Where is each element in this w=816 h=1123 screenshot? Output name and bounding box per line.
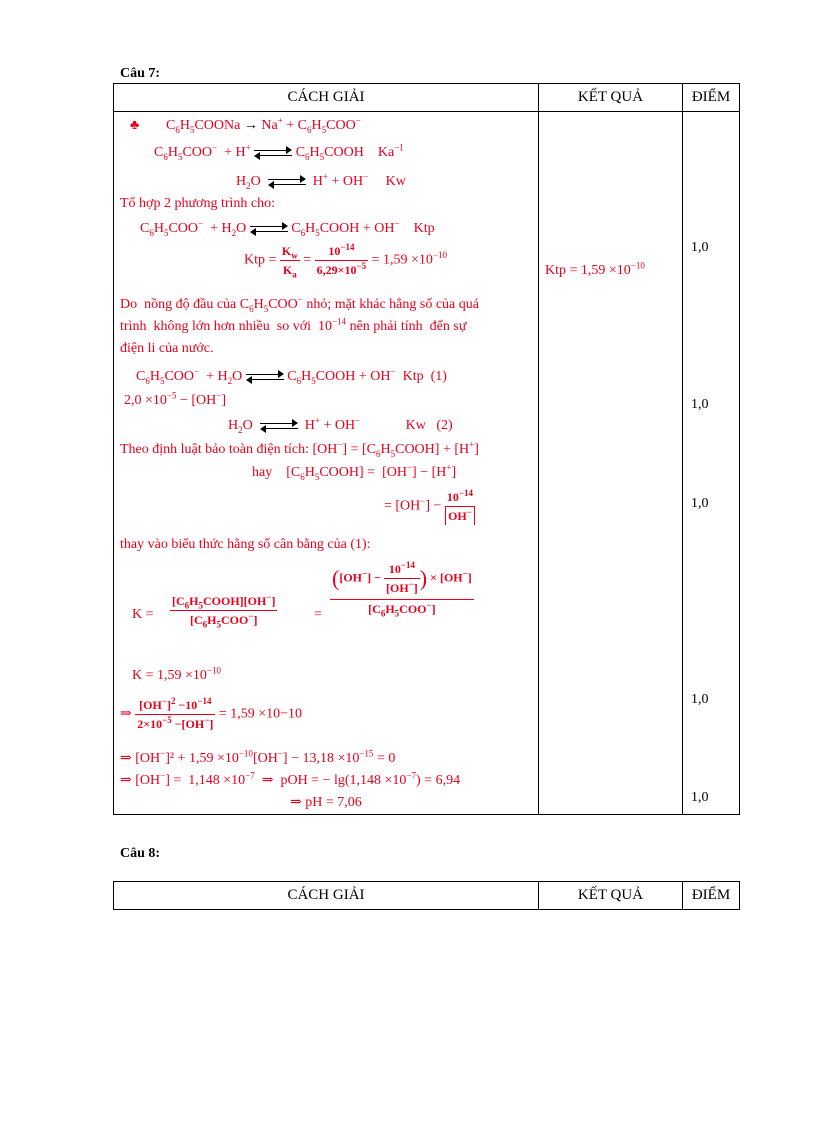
method-cell: ♣ $C_6H_5COONa \to Na^+ + C_6H_5COO^-$ $C_6H_5COO^- + H^+$ $C_6H_5COOH$ $Ka^{-1}$ $H_2O$ H+ + OH− Kw Tổ hợp 2 phương trình cho: $C_6H_5COO^- + H_2O$ $C_6H_5COOH + OH^-$ Ktp Ktp = $\frac{K_w}{K_a}$ = $\frac{10^{-14}}{6,29\times 10^{-5}}$ = $1,59 \times 10^{-10}$ Do nồng độ đầu của $C_6H_5COO^-$ nhỏ; mặt khác hằng số của quá trình không lớn hơn nhiều so với $10^{-14}$ nên phải tính đến sự điện li của nước. $C_6H_5COO^- + H_2O$ $C_6H_5COOH + OH^-$ Ktp (1) $2,0 \times 10^{-5} - [OH^-]$ $H_2O$ H+ + OH− Kw (2) Theo định luật bảo toàn điện tích: $[OH^-] = [C_6H_5COOH] + [H^+]$ hay $[C_6H_5COOH] = [OH^-] - [H^+]$ = [OH−] − $\frac{10^{-14}}{OH^-}$ thay vào biểu thức hằng số cân bằng của (1): K = $[C_6H_5COOH][OH^-]$ $[C_6H_5COO^-]$ = ([OH−] − $\frac{10^{-14}}{[OH^-]}$ ) × [OH−] $[C_6H_5COO^-]$ $K = 1,59 \times 10^{-10}$ ⇒ $\frac{[OH^-]^2 -10^{-14}}{2\times 10^{-5} -[OH^-]}$ = 1,59 ×10−10 ⇒ $[OH^-]^2 + 1,59 \times 10^{-10}[OH^-] - 13,18 \times 10^{-15} = 0$ ⇒ $[OH^-] = 1,148 \times 10^{-7}$ ⇒ pOH = − $\lg(1,148 \times 10^{-7}) = 6,94$ ⇒ pH = 7,06 <box>114 112 539 815</box>
equilibrium-arrow-icon <box>254 147 292 159</box>
eq-water: $H_2O$ H+ + OH− Kw <box>236 171 406 191</box>
equilibrium-arrow-icon <box>268 176 306 188</box>
eq-ktp: Ktp = $\frac{K_w}{K_a}$ = $\frac{10^{-14}}{6,29\times 10^{-5}}$ = $1,59 \times 10^{-10}$ <box>244 242 448 280</box>
score-cell <box>683 112 740 815</box>
text-explain-3: điện li của nước. <box>120 341 214 356</box>
eq-2: $H_2O$ H+ + OH− Kw (2) <box>228 415 453 435</box>
header-score: ĐIỂM <box>683 84 740 112</box>
score-1: 1,0 <box>691 240 709 255</box>
question-8-table <box>113 881 740 910</box>
eq-combined: $C_6H_5COO^- + H_2O$ $C_6H_5COOH + OH^-$ Ktp <box>140 218 435 238</box>
eq-initial-conc: $2,0 \times 10^{-5} - [OH^-]$ <box>124 390 227 408</box>
text-hay: hay $[C_6H_5COOH] = [OH^-] - [H^+]$ <box>252 462 457 482</box>
eq-implies-1: ⇒ $\frac{[OH^-]^2 -10^{-14}}{2\times 10^{-5} -[OH^-]}$ = 1,59 ×10−10 <box>120 696 303 731</box>
header-result: KẾT QUẢ <box>539 882 683 910</box>
equilibrium-arrow-icon <box>260 420 298 432</box>
equilibrium-arrow-icon <box>246 371 284 383</box>
question-7-label: Câu 7: <box>120 66 161 81</box>
eq-protonation: $C_6H_5COO^- + H^+$ $C_6H_5COOH$ $Ka^{-1}$ <box>154 142 404 162</box>
header-score: ĐIỂM <box>683 882 740 910</box>
equilibrium-arrow-icon <box>250 223 288 235</box>
club-bullet-icon: ♣ <box>130 118 140 133</box>
eq-poh: ⇒ $[OH^-] = 1,148 \times 10^{-7}$ ⇒ pOH = − $\lg(1,148 \times 10^{-7}) = 6,94$ <box>120 770 461 788</box>
text-substitute: thay vào biểu thức hằng số cân bằng của (1): <box>120 537 371 552</box>
text-combine: Tổ hợp 2 phương trình cho: <box>120 196 275 211</box>
header-result: KẾT QUẢ <box>539 84 683 112</box>
score-5: 1,0 <box>691 790 709 805</box>
eq-1: $C_6H_5COO^- + H_2O$ $C_6H_5COOH + OH^-$ Ktp (1) <box>136 366 447 386</box>
score-3: 1,0 <box>691 496 709 511</box>
text-charge-balance: Theo định luật bảo toàn điện tích: $[OH^-] = [C_6H_5COOH] + [H^+]$ <box>120 439 479 459</box>
eq-quadratic: ⇒ $[OH^-]^2 + 1,59 \times 10^{-10}[OH^-] - 13,18 \times 10^{-15} = 0$ <box>120 748 396 766</box>
eq-ph: ⇒ pH = 7,06 <box>290 795 362 810</box>
text-explain-1: Do nồng độ đầu của $C_6H_5COO^-$ nhỏ; mặt khác hằng số của quá <box>120 294 479 314</box>
header-method: CÁCH GIẢI <box>114 882 539 910</box>
eq-dissociation: $C_6H_5COONa \to Na^+ + C_6H_5COO^-$ <box>166 115 361 135</box>
result-ktp: Ktp = $1,59 \times 10^{-10}$ <box>545 260 645 278</box>
header-method: CÁCH GIẢI <box>114 84 539 112</box>
eq-K-value: $K = 1,59 \times 10^{-10}$ <box>132 665 221 683</box>
score-4: 1,0 <box>691 692 709 707</box>
question-7-table <box>113 83 740 815</box>
eq-substitute: = [OH−] − $\frac{10^{-14}}{OH^-}$ <box>384 488 474 523</box>
score-2: 1,0 <box>691 397 709 412</box>
question-8-label: Câu 8: <box>120 846 161 861</box>
result-cell <box>539 112 683 815</box>
text-explain-2: trình không lớn hơn nhiều so với $10^{-14}$ nên phải tính đến sự <box>120 316 467 334</box>
